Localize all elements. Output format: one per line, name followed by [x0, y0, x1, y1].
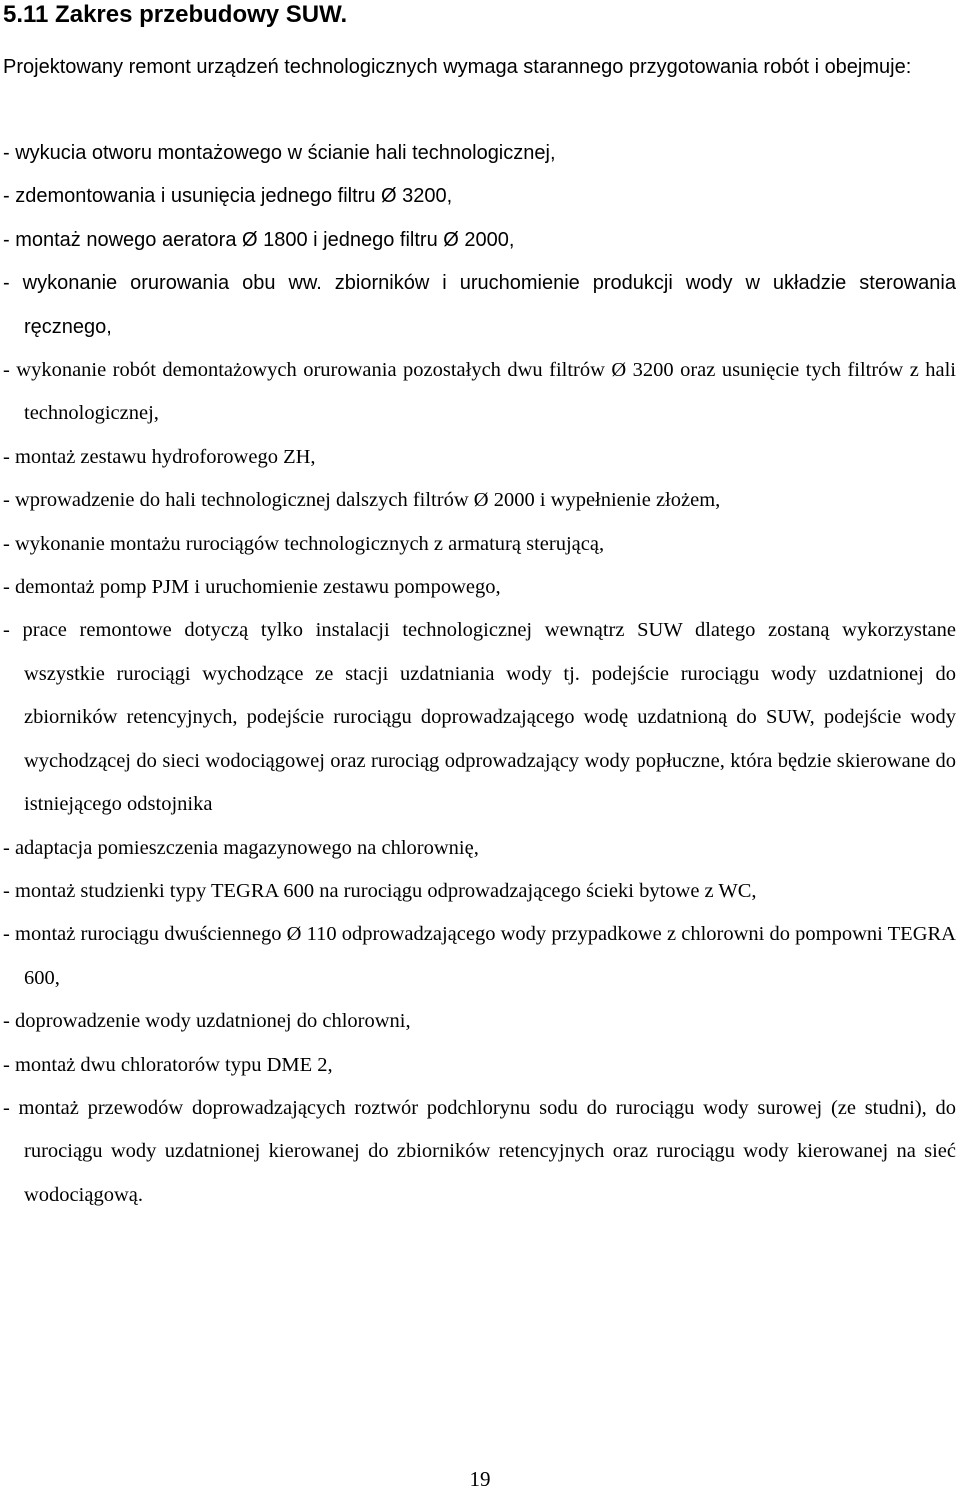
scope-list: [0, 132, 960, 1217]
section-heading: 5.11 Zakres przebudowy SUW.: [3, 1, 348, 28]
list-item: - zdemontowania i usunięcia jednego filtru Ø 3200,: [3, 185, 453, 208]
list-item: - montaż nowego aeratora Ø 1800 i jednego filtru Ø 2000,: [3, 228, 515, 251]
list-item: - wykonanie robót demontażowych orurowania pozostałych dwu filtrów Ø 3200 oraz usunięcie tych filtrów z hali technologicznej,: [3, 359, 956, 425]
list-item: - prace remontowe dotyczą tylko instalacji technologicznej wewnątrz SUW dlatego zostaną wykorzystane wszystkie rurociągi wychodzące ze stacji uzdatniania wody tj. podejście rurociągu wody uzdatnionej do zbiorników retencyjnych, podejście rurociągu doprowadzającego wodę uzdatnioną do SUW, podejście wody wychodzącej do sieci wodociągowej oraz rurociąg odprowadzający wody popłuczne, która będzie skierowane do istniejącego odstojnika: [3, 619, 956, 816]
list-item: - montaż zestawu hydroforowego ZH,: [3, 445, 316, 468]
list-item: - wykonanie orurowania obu ww. zbiorników i uruchomienie produkcji wody w układzie sterowania ręcznego,: [3, 272, 956, 338]
list-item: - wprowadzenie do hali technologicznej dalszych filtrów Ø 2000 i wypełnienie złożem,: [3, 489, 721, 512]
list-item: - doprowadzenie wody uzdatnionej do chlorowni,: [3, 1010, 411, 1033]
list-item: - montaż rurociągu dwuściennego Ø 110 odprowadzającego wody przypadkowe z chlorowni do pompowni TEGRA 600,: [3, 923, 956, 989]
list-item: - montaż studzienki typy TEGRA 600 na rurociągu odprowadzającego ścieki bytowe z WC,: [3, 879, 757, 902]
list-item: - montaż dwu chloratorów typu DME 2,: [3, 1053, 333, 1076]
page-number: 19: [469, 1467, 491, 1491]
list-item: - demontaż pomp PJM i uruchomienie zestawu pompowego,: [3, 576, 501, 599]
list-item: - adaptacja pomieszczenia magazynowego na chlorownię,: [3, 836, 479, 859]
list-item: - wykucia otworu montażowego w ścianie hali technologicznej,: [3, 142, 556, 164]
list-item: - montaż przewodów doprowadzających roztwór podchlorynu sodu do rurociągu wody surowej (ze studni), do rurociągu wody uzdatnionej kierowanej do zbiorników retencyjnych oraz rurociągu wody kierowanej na sieć wodociągową.: [3, 1096, 956, 1206]
intro-paragraph: Projektowany remont urządzeń technologicznych wymaga starannego przygotowania robót i obejmuje:: [3, 56, 912, 78]
list-item: - wykonanie montażu rurociągów technologicznych z armaturą sterującą,: [3, 532, 605, 555]
